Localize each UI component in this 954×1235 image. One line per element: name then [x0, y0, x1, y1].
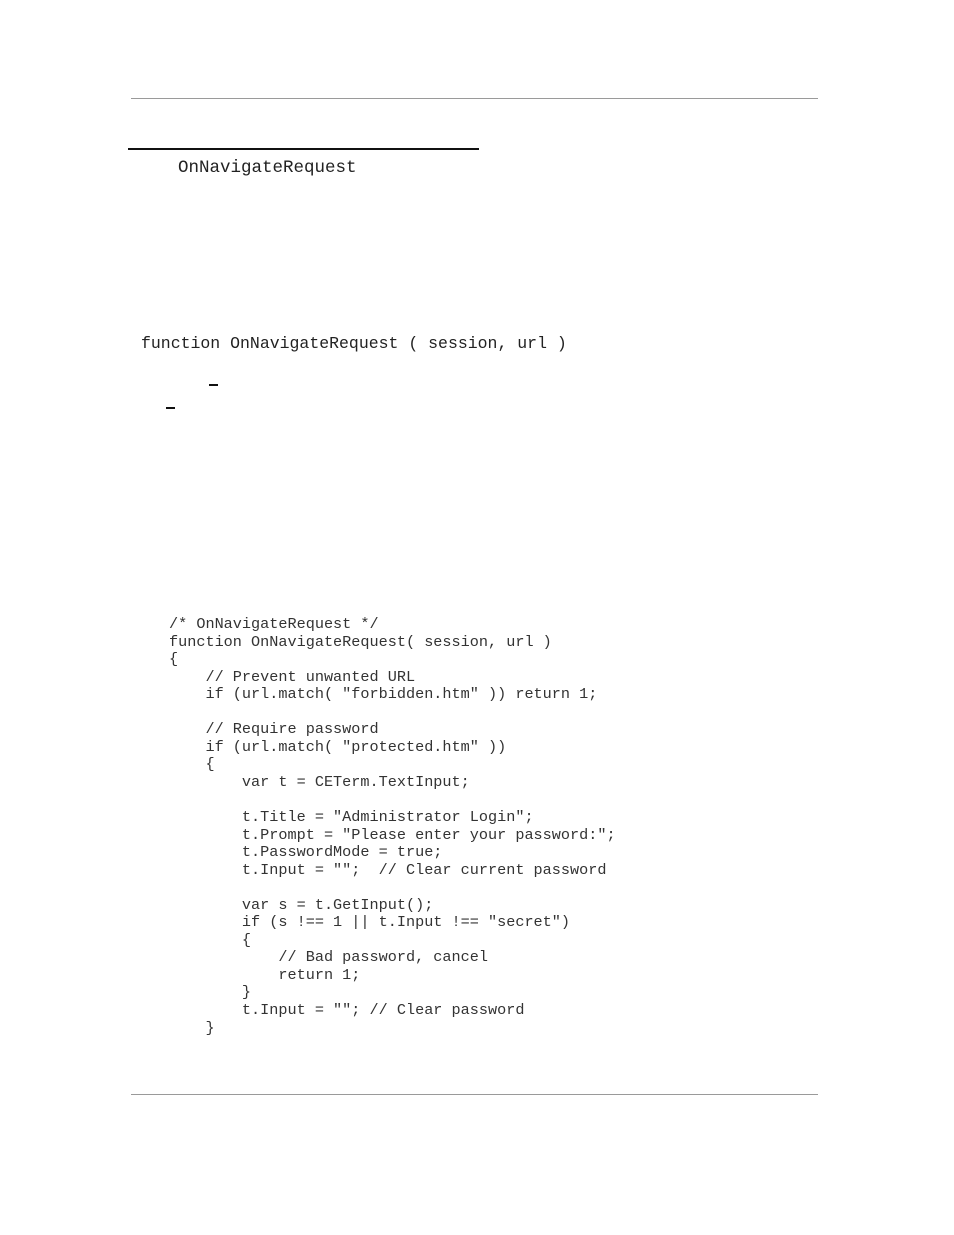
- code-line: if (url.match( "forbidden.htm" )) return 1;: [169, 685, 598, 704]
- code-line: function OnNavigateRequest( session, url ): [169, 632, 552, 651]
- section-title: OnNavigateRequest: [178, 158, 357, 178]
- redacted-mark: [166, 407, 175, 409]
- code-line: var s = t.GetInput();: [169, 895, 434, 914]
- code-line: var t = CETerm.TextInput;: [169, 772, 470, 791]
- code-line: t.Title = "Administrator Login";: [169, 808, 534, 827]
- code-line: [169, 879, 616, 897]
- code-line: t.PasswordMode = true;: [169, 843, 443, 862]
- code-line: [169, 704, 616, 722]
- code-line: t.Prompt = "Please enter your password:";: [169, 825, 616, 844]
- section-heading-bar: [128, 148, 479, 150]
- code-line: }: [169, 1018, 215, 1037]
- code-line: t.Input = ""; // Clear password: [169, 1001, 525, 1020]
- code-line: {: [169, 650, 179, 669]
- code-line: if (s !== 1 || t.Input !== "secret"): [169, 913, 571, 932]
- code-line: // Require password: [169, 720, 379, 739]
- code-line: [169, 791, 616, 809]
- redacted-mark: [209, 384, 218, 386]
- page-footer-rule: [131, 1094, 818, 1095]
- code-line: {: [169, 930, 252, 949]
- code-line: /* OnNavigateRequest */: [169, 615, 379, 633]
- code-line: return 1;: [169, 965, 361, 984]
- code-example: [169, 616, 616, 1037]
- code-line: // Bad password, cancel: [169, 948, 488, 967]
- code-line: t.Input = ""; // Clear current password: [169, 860, 607, 879]
- code-line: }: [169, 983, 252, 1002]
- function-signature: function OnNavigateRequest ( session, url ): [141, 334, 567, 353]
- code-line: if (url.match( "protected.htm" )): [169, 737, 507, 756]
- code-line: {: [169, 755, 215, 774]
- code-line: // Prevent unwanted URL: [169, 667, 416, 686]
- page-header-rule: [131, 98, 818, 99]
